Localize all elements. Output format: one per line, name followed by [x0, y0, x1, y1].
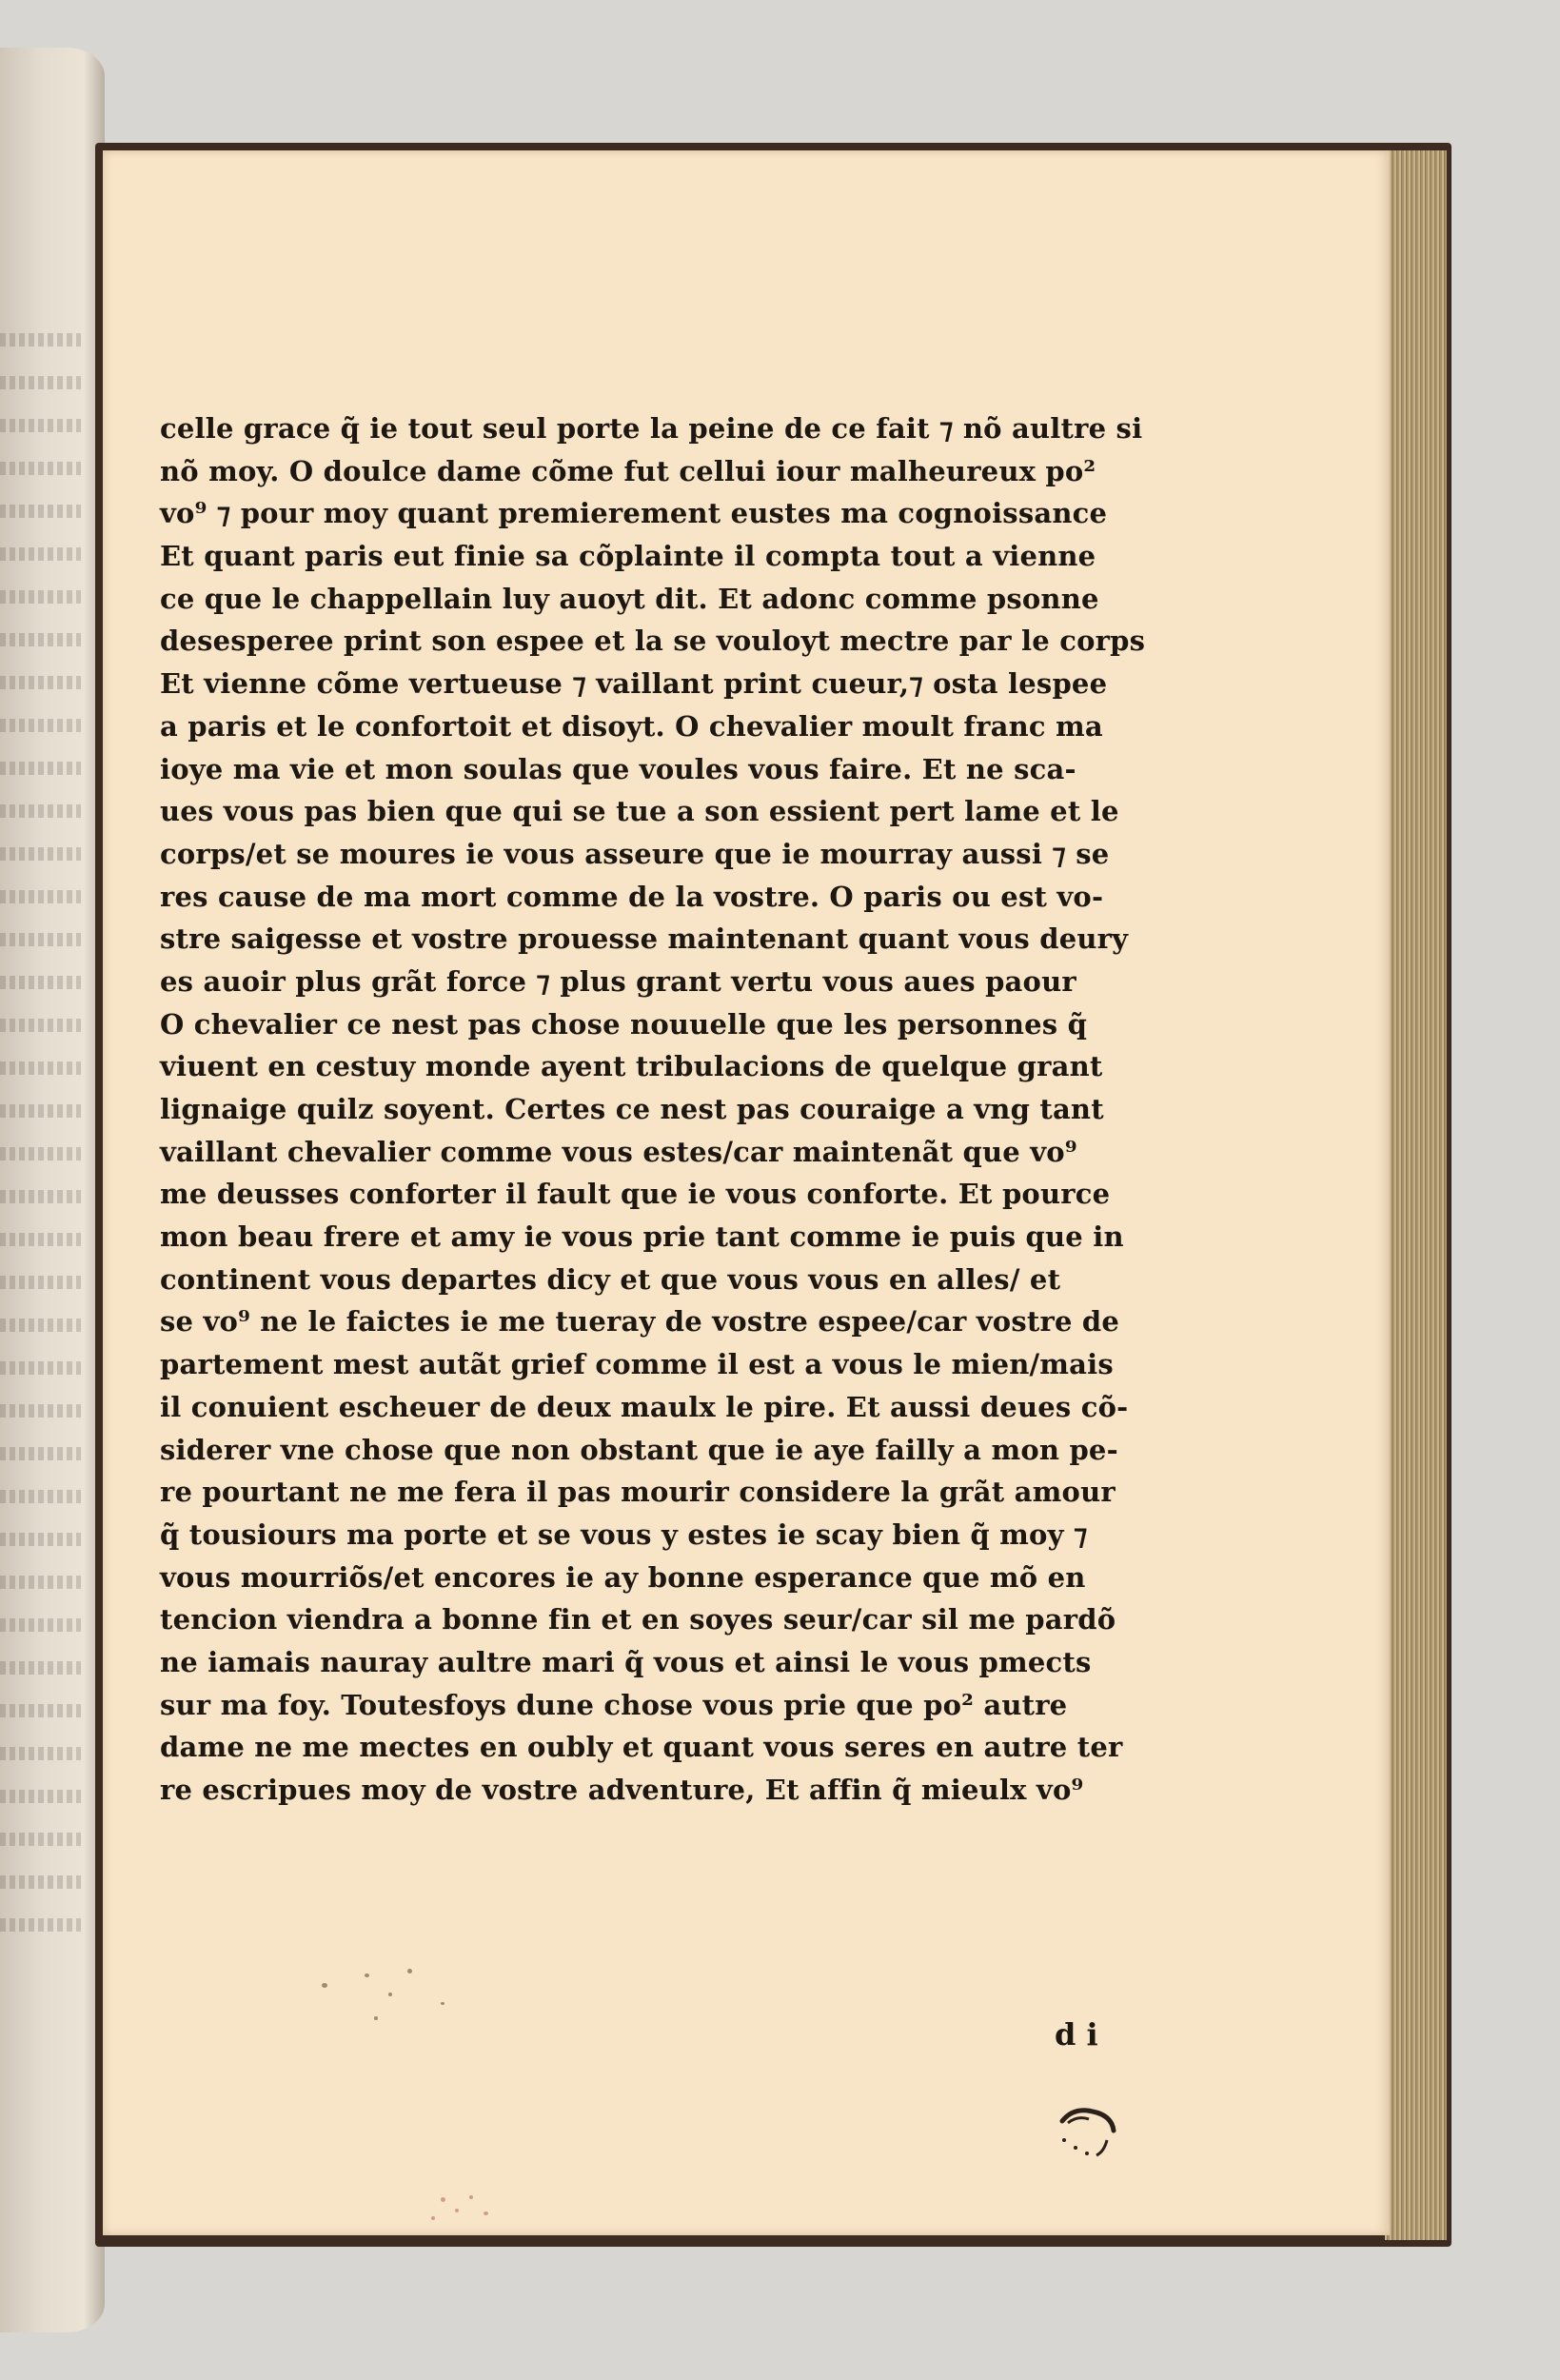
text-line: vous mourriõs/et encores ie ay bonne esperance que mõ en: [160, 1560, 1086, 1594]
text-line: ne iamais nauray aultre mari q̃ vous et ainsi le vous pmects: [160, 1645, 1092, 1678]
text-line: ues vous pas bien que qui se tue a son essient pert lame et le: [160, 795, 1119, 828]
red-speck: [469, 2195, 473, 2199]
ink-speck: [388, 1993, 392, 1996]
ink-blot-mark: [1055, 2102, 1131, 2159]
text-line: desesperee print son espee et la se vouloyt mectre par le corps: [160, 625, 1146, 658]
red-speck: [441, 2197, 445, 2202]
text-line: tencion viendra a bonne fin et en soyes seur/car sil me pardõ: [160, 1603, 1116, 1636]
text-line: Et quant paris eut finie sa cõplainte il compta tout a vienne: [160, 540, 1096, 573]
text-line: lignaige quilz soyent. Certes ce nest pas couraige a vng tant: [160, 1093, 1104, 1125]
text-line: nõ moy. O doulce dame cõme fut cellui iour malheureux po²: [160, 454, 1096, 487]
page-edges: [1385, 150, 1447, 2240]
text-line: corps/et se moures ie vous asseure que ie mourray aussi ⁊ se: [160, 837, 1110, 870]
text-line: il conuient escheuer de deux maulx le pire. Et aussi deues cõ-: [160, 1390, 1129, 1423]
ink-speck: [322, 1983, 327, 1988]
text-line: ioye ma vie et mon soulas que voules vous faire. Et ne sca-: [160, 752, 1076, 785]
text-line: q̃ tousiours ma porte et se vous y estes ie scay bien q̃ moy ⁊: [160, 1517, 1088, 1551]
text-line: vo⁹ ⁊ pour moy quant premierement eustes ma cognoissance: [160, 497, 1108, 530]
facing-left-page: [0, 48, 105, 2332]
signature-mark: d i: [1055, 2016, 1098, 2053]
text-line: siderer vne chose que non obstant que ie aye failly a mon pe-: [160, 1433, 1118, 1466]
text-line: a paris et le confortoit et disoyt. O chevalier moult franc ma: [160, 709, 1103, 743]
text-line: mon beau frere et amy ie vous prie tant comme ie puis que in: [160, 1220, 1124, 1254]
text-line: res cause de ma mort comme de la vostre. O paris ou est vo-: [160, 880, 1104, 913]
text-line: continent vous departes dicy et que vous vous en alles/ et: [160, 1262, 1061, 1296]
ink-speck: [374, 2016, 378, 2020]
text-line: re escripues moy de vostre adventure, Et affin q̃ mieulx vo⁹: [160, 1774, 1084, 1806]
red-speck: [455, 2209, 459, 2212]
red-speck: [431, 2216, 435, 2220]
text-line: dame ne me mectes en oubly et quant vous seres en autre ter: [160, 1731, 1123, 1764]
text-line: viuent en cestuy monde ayent tribulacions de quelque grant: [160, 1050, 1103, 1083]
text-line: me deusses conforter il fault que ie vous conforte. Et pource: [160, 1178, 1111, 1211]
text-line: Et vienne cõme vertueuse ⁊ vaillant print cueur,⁊ osta lespee: [160, 667, 1108, 701]
text-line: stre saigesse et vostre prouesse maintenant quant vous deury: [160, 922, 1129, 956]
text-line: sur ma foy. Toutesfoys dune chose vous prie que po² autre: [160, 1688, 1068, 1721]
text-line: es auoir plus grãt force ⁊ plus grant vertu vous aues paour: [160, 964, 1076, 998]
text-line: re pourtant ne me fera il pas mourir considere la grãt amour: [160, 1476, 1116, 1509]
text-line: O chevalier ce nest pas chose nouuelle que les personnes q̃: [160, 1007, 1088, 1041]
text-line: se vo⁹ ne le faictes ie me tueray de vostre espee/car vostre de: [160, 1305, 1120, 1339]
ink-speck: [441, 2002, 444, 2005]
ink-speck: [365, 1973, 369, 1977]
red-speck: [484, 2211, 488, 2215]
text-line: ce que le chappellain luy auoyt dit. Et adonc comme psonne: [160, 582, 1099, 615]
text-block: [160, 407, 1283, 1812]
text-line: vaillant chevalier comme vous estes/car maintenãt que vo⁹: [160, 1135, 1077, 1168]
ink-speck: [407, 1969, 412, 1973]
text-line: celle grace q̃ ie tout seul porte la peine de ce fait ⁊ nõ aultre si: [160, 412, 1143, 445]
book-page: [103, 150, 1390, 2235]
text-line: partement mest autãt grief comme il est a vous le mien/mais: [160, 1348, 1114, 1381]
